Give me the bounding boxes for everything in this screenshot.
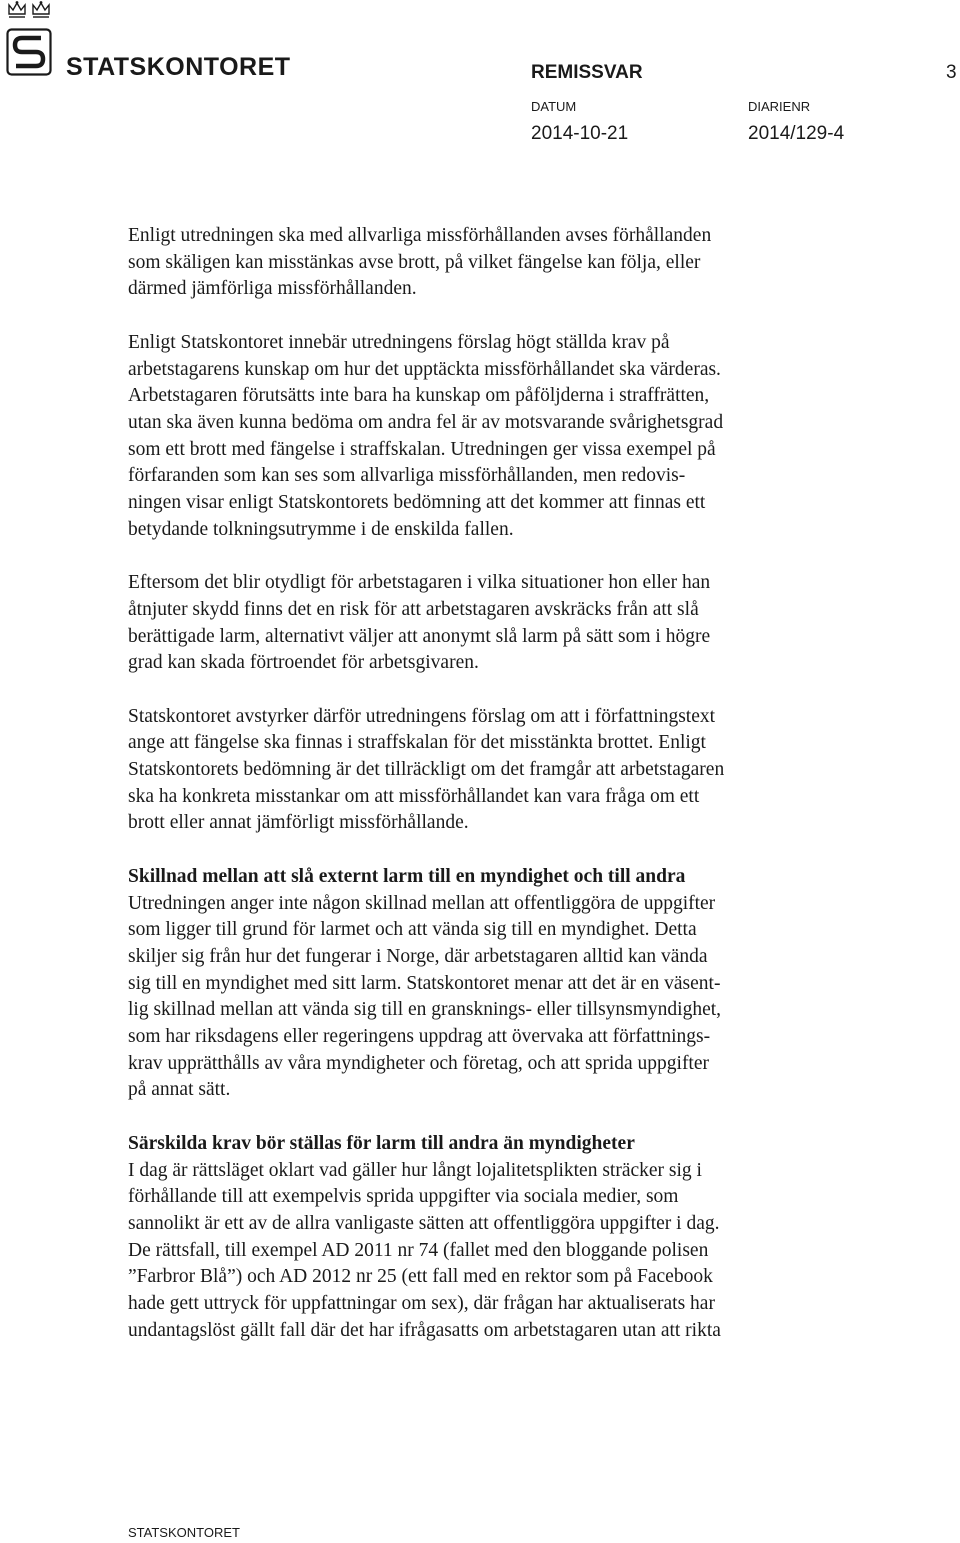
heading-text: Skillnad mellan att slå externt larm till en myndighet och till andra	[128, 865, 686, 887]
text-line: hade gett uttryck för uppfattningar om sex), där frågan har aktualiserats har	[128, 1293, 715, 1315]
paragraph-spacer	[128, 543, 848, 570]
text-line: på annat sätt.	[128, 1079, 231, 1101]
text-line: förhållande till att exempelvis sprida uppgifter via sociala medier, som	[128, 1186, 679, 1208]
text-line: arbetstagarens kunskap om hur det upptäckta missförhållandet ska värderas.	[128, 358, 721, 380]
text-line: sig till en myndighet med sitt larm. Statskontoret menar att det är en väsent-	[128, 972, 721, 994]
text-line: sannolikt är ett av de allra vanligaste sätten att offentliggöra uppgifter i dag.	[128, 1212, 720, 1234]
text-line: skiljer sig från hur det fungerar i Norge, där arbetstagaren alltid kan vända	[128, 945, 708, 967]
text-line: som skäligen kan misstänkas avse brott, på vilket fängelse kan följa, eller	[128, 251, 701, 273]
text-line: åtnjuter skydd finns det en risk för att arbetstagaren avskräcks från att slå	[128, 598, 699, 620]
statskontoret-logo	[4, 0, 304, 80]
paragraph-3	[128, 570, 848, 677]
document-body	[128, 223, 848, 1344]
text-line: betydande tolkningsutrymme i de enskilda fallen.	[128, 518, 514, 540]
text-line: förfaranden som kan ses som allvarliga missförhållanden, men redovis-	[128, 465, 686, 487]
text-line: grad kan skada förtroendet för arbetsgivaren.	[128, 652, 479, 674]
organization-name: STATSKONTORET	[66, 53, 291, 81]
text-line: ningen visar enligt Statskontorets bedömning att det kommer att finnas ett	[128, 492, 706, 514]
paragraph-1	[128, 223, 848, 303]
text-line: Eftersom det blir otydligt för arbetstagaren i vilka situationer hon eller han	[128, 572, 711, 594]
footer-organization: STATSKONTORET	[128, 1525, 240, 1540]
paragraph-2	[128, 330, 848, 544]
text-line: ”Farbror Blå”) och AD 2012 nr 25 (ett fall med en rektor som på Facebook	[128, 1266, 713, 1288]
text-line: därmed jämförliga missförhållanden.	[128, 278, 417, 300]
text-line: som ett brott med fängelse i straffskalan. Utredningen ger vissa exempel på	[128, 438, 716, 460]
paragraph-5	[128, 891, 848, 1105]
paragraph-spacer	[128, 677, 848, 704]
section-heading-1	[128, 864, 848, 891]
date-value: 2014-10-21	[531, 123, 629, 144]
paragraph-spacer	[128, 1104, 848, 1131]
text-line: De rättsfall, till exempel AD 2011 nr 74 (fallet med den bloggande polisen	[128, 1239, 709, 1261]
text-line: ange att fängelse ska finnas i straffskalan för det misstänkta brottet. Enligt	[128, 732, 706, 754]
page-number: 3	[946, 62, 957, 83]
text-line: brott eller annat jämförligt missförhållande.	[128, 812, 469, 834]
text-line: Enligt utredningen ska med allvarliga missförhållanden avses förhållanden	[128, 225, 712, 246]
reference-label: DIARIENR	[748, 99, 811, 114]
heading-text: Särskilda krav bör ställas för larm till andra än myndigheter	[128, 1132, 635, 1154]
text-line: krav upprätthålls av våra myndigheter och företag, och att sprida uppgifter	[128, 1052, 710, 1074]
s-monogram-icon	[6, 28, 52, 76]
paragraph-spacer	[128, 837, 848, 864]
paragraph-4	[128, 704, 848, 838]
text-line: lig skillnad mellan att vända sig till en gransknings- eller tillsynsmyndighet,	[128, 999, 722, 1021]
text-line: Statskontoret avstyrker därför utredningens förslag om att i författningstext	[128, 705, 716, 727]
crowns-icon	[6, 0, 54, 22]
text-line: Utredningen anger inte någon skillnad mellan att offentliggöra de uppgifter	[128, 892, 716, 914]
text-line: ska ha konkreta misstankar om att missförhållandet kan vara fråga om ett	[128, 785, 700, 807]
text-line: I dag är rättsläget oklart vad gäller hur långt lojalitetsplikten sträcker sig i	[128, 1159, 702, 1181]
paragraph-spacer	[128, 303, 848, 330]
text-line: som ligger till grund för larmet och att vända sig till en myndighet. Detta	[128, 919, 697, 941]
text-line: Arbetstagaren förutsätts inte bara ha kunskap om påföljderna i straffrätten,	[128, 385, 710, 407]
section-heading-2	[128, 1131, 848, 1158]
date-label: DATUM	[531, 99, 577, 114]
text-line: Enligt Statskontoret innebär utredningens förslag högt ställda krav på	[128, 331, 670, 353]
text-line: Statskontorets bedömning är det tillräckligt om det framgår att arbetstagaren	[128, 759, 725, 781]
document-type: REMISSVAR	[531, 62, 643, 83]
text-line: berättigade larm, alternativt väljer att anonymt slå larm på sätt som i högre	[128, 625, 711, 647]
text-line: utan ska även kunna bedöma om andra fel är av motsvarande svårighetsgrad	[128, 411, 724, 433]
text-line: undantagslöst gällt fall där det har ifrågasatts om arbetstagaren utan att rikta	[128, 1319, 721, 1341]
paragraph-6	[128, 1158, 848, 1345]
text-line: som har riksdagens eller regeringens uppdrag att övervaka att författnings-	[128, 1026, 711, 1048]
reference-value: 2014/129-4	[748, 123, 845, 144]
